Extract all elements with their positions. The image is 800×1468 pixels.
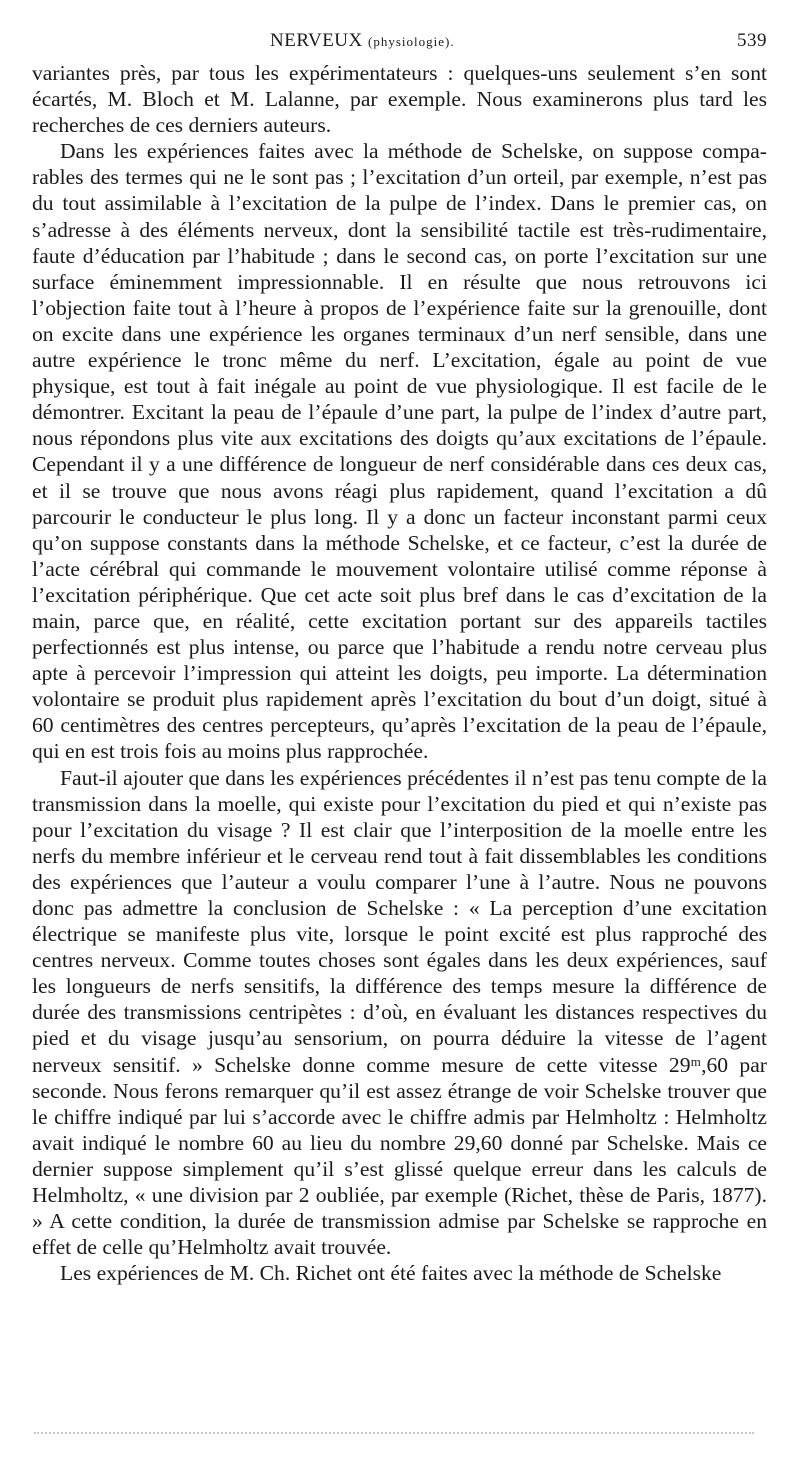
- page-bottom-specks: [34, 1432, 754, 1438]
- running-head-subtitle: (physiologie).: [368, 34, 455, 49]
- running-head-title: NERVEUX: [270, 30, 363, 51]
- paragraph-richet-experiments: Les expériences de M. Ch. Richet ont été faites avec la méthode de Schelske: [60, 1261, 722, 1286]
- page-number: 539: [737, 30, 767, 51]
- paragraph-schelske-method: Dans les expériences faites avec la méthode de Schelske, on suppose comparables des termes qui ne le sont pas ; l’excitation d’un orteil, par exemple, n’est pas du tout assimilable à l’excitation de la pulpe de l’index. Dans le premier cas, on s’adresse à des éléments nerveux, dont la sensibilité tactile est très-rudimentaire, faute d’éducation par l’habitude ; dans le second cas, on porte l’excitation sur une surface éminemment impressionnable. Il en résulte que nous retrouvons ici l’objection faite tout à l’heure à propos de l’expérience faite sur la grenouille, dont on excite dans une expérience les organes terminaux d’un nerf sensible, dans une autre expérience le tronc même du nerf. L’excitation, égale au point de vue physique, est tout à fait inégale au point de vue physiologique. Il est facile de le démontrer. Excitant la peau de l’épaule d’une part, la pulpe de l’index d’autre part, nous répondons plus vite aux excitations des doigts qu’aux excitations de l’épaule. Cependant il y a une différence de longueur de nerf considérable dans ces deux cas, et il se trouve que nous avons réagi plus rapidement, quand l’excitation a dû parcourir le conducteur le plus long. Il y a donc un facteur inconstant parmi ceux qu’on suppose constants dans la méthode Schelske, et ce facteur, c’est la durée de l’acte cérébral qui commande le mouvement volontaire utilisé comme réponse à l’excitation périphérique. Que cet acte soit plus bref dans le cas d’excitation de la main, parce que, en réalité, cette excitation portant sur des appareils tactiles perfectionnés est plus intense, ou parce que l’habitude a rendu notre cerveau plus apte à percevoir l’impression qui atteint les doigts, peu importe. La détermination volontaire se produit plus rapidement après l’excitation du bout d’un doigt, situé à 60 centimètres des centres percepteurs, qu’après l’excitation de la peau de l’épaule, qui en est trois fois au moins plus rapprochée.: [32, 139, 767, 764]
- body-text: [32, 60, 767, 1286]
- paragraph-continuation: variantes près, par tous les expérimentateurs : quelques-uns seulement s’en sont écartés, M. Bloch et M. Lalanne, par exemple. Nous examinerons plus tard les recherches de ces derniers auteurs.: [32, 61, 767, 138]
- paragraph-spinal-transmission: Faut-il ajouter que dans les expériences précédentes il n’est pas tenu compte de la transmission dans la moelle, qui existe pour l’excitation du pied et qui n’existe pas pour l’excitation du visage ? Il est clair que l’interposition de la moelle entre les nerfs du membre inférieur et le cerveau rend tout à fait dissemblables les conditions des expériences que l’auteur a voulu comparer l’une à l’autre. Nous ne pouvons donc pas admettre la conclusion de Schelske : « La perception d’une excitation électrique se manifeste plus vite, lorsque le point excité est plus rapproché des centres nerveux. Comme toutes choses sont égales dans les deux expériences, sauf les longueurs de nerfs sensitifs, la différence des temps mesure la différence de durée des transmissions centripètes : d’où, en évaluant les distances respectives du pied et du visage jusqu’au sensorium, on pourra déduire la vitesse de l’agent nerveux sensitif. » Schelske donne comme mesure de cette vitesse 29ᵐ,60 par seconde. Nous ferons remarquer qu’il est assez étrange de voir Schelske trouver que le chiffre indiqué par lui s’accorde avec le chiffre admis par Helmholtz : Helmholtz avait indiqué le nombre 60 au lieu du nombre 29,60 donné par Schelske. Mais ce dernier suppose simplement qu’il s’est glissé quelque erreur dans les calculs de Helmholtz, « une division par 2 oubliée, par exemple (Richet, thèse de Paris, 1877). » A cette condition, la durée de transmission admise par Schelske se rapproche en effet de celle qu’Helmholtz avait trouvée.: [32, 765, 767, 1260]
- running-head-title-group: [270, 30, 455, 52]
- book-page: [32, 30, 767, 1286]
- running-head: [32, 30, 767, 60]
